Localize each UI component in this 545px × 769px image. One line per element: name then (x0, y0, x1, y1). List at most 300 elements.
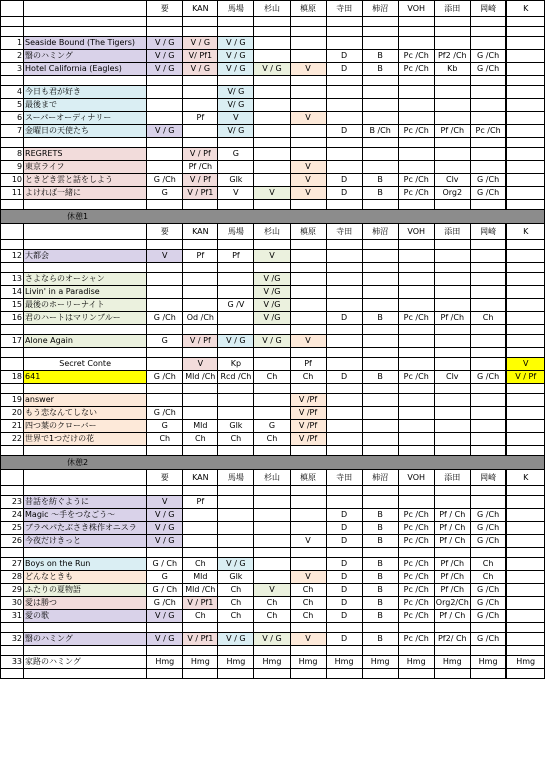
part-cell (434, 407, 470, 420)
part-cell: V /Pf (290, 407, 326, 420)
part-cell: B (362, 63, 398, 76)
song-number: 10 (1, 174, 24, 187)
part-cell: V / G (147, 125, 183, 138)
part-cell (362, 420, 398, 433)
empty-cell (24, 348, 147, 358)
song-title (24, 470, 147, 486)
part-cell (326, 299, 362, 312)
part-cell: V / G (147, 509, 183, 522)
empty-cell (254, 669, 290, 679)
song-number: 14 (1, 286, 24, 299)
song-number: 27 (1, 558, 24, 571)
member-header: 杉山 (254, 470, 290, 486)
part-cell: G /Ch (470, 584, 506, 597)
song-row (1, 63, 545, 76)
part-cell (506, 509, 544, 522)
part-cell: G (218, 148, 254, 161)
part-cell (147, 148, 183, 161)
part-cell: Pc /Ch (398, 584, 434, 597)
empty-cell (1, 27, 24, 37)
part-cell: V (218, 187, 254, 200)
part-cell (470, 433, 506, 446)
part-cell (254, 535, 290, 548)
part-cell (290, 273, 326, 286)
empty-cell (470, 240, 506, 250)
part-cell: Pf (183, 496, 218, 509)
part-cell: Org2/Ch (434, 597, 470, 610)
break-label: 休憩2 (1, 456, 545, 470)
spacer-row (1, 646, 545, 656)
empty-cell (218, 263, 254, 273)
part-cell: V / Pf (183, 174, 218, 187)
song-row (1, 250, 545, 263)
part-cell (183, 509, 218, 522)
part-cell (434, 358, 470, 371)
song-title: Seaside Bound (The Tigers) (24, 37, 147, 50)
part-cell: Pc /Ch (398, 63, 434, 76)
part-cell: G (147, 187, 183, 200)
part-cell (362, 273, 398, 286)
empty-cell (398, 325, 434, 335)
song-row (1, 558, 545, 571)
spacer-row (1, 138, 545, 148)
empty-cell (1, 669, 24, 679)
empty-cell (506, 646, 544, 656)
empty-cell (362, 669, 398, 679)
empty-cell (290, 548, 326, 558)
song-title: 東京ライフ (24, 161, 147, 174)
song-title: 最後のホーリーナイト (24, 299, 147, 312)
part-cell (506, 633, 544, 646)
part-cell (398, 358, 434, 371)
empty-cell (506, 623, 544, 633)
member-header: 馬場 (218, 1, 254, 17)
part-cell (326, 250, 362, 263)
part-cell (398, 407, 434, 420)
empty-cell (24, 27, 147, 37)
empty-cell (398, 263, 434, 273)
part-cell (326, 99, 362, 112)
part-cell (362, 112, 398, 125)
empty-cell (183, 240, 218, 250)
part-cell (254, 509, 290, 522)
part-cell (147, 394, 183, 407)
empty-cell (398, 548, 434, 558)
part-cell (398, 86, 434, 99)
part-cell: Pf (290, 358, 326, 371)
column-header-row (1, 224, 545, 240)
empty-cell (470, 27, 506, 37)
empty-cell (398, 240, 434, 250)
part-cell: Ch (290, 610, 326, 623)
empty-cell (398, 200, 434, 210)
part-cell: Mld (183, 571, 218, 584)
part-cell (362, 496, 398, 509)
song-title: 大都会 (24, 250, 147, 263)
empty-cell (434, 263, 470, 273)
part-cell: V / G (147, 610, 183, 623)
song-title: 翳のハミング (24, 50, 147, 63)
empty-cell (434, 623, 470, 633)
part-cell: Pf (183, 250, 218, 263)
part-cell: V / G (147, 50, 183, 63)
song-title: 今夜だけきっと (24, 535, 147, 548)
part-cell: Rcd /Ch (218, 371, 254, 384)
song-number: 28 (1, 571, 24, 584)
empty-cell (24, 138, 147, 148)
part-cell (183, 535, 218, 548)
song-title: ブラペパたぶさき株作オニスラ (24, 522, 147, 535)
spacer-row (1, 240, 545, 250)
part-cell: V/ G (218, 99, 254, 112)
song-row (1, 496, 545, 509)
part-cell (506, 187, 544, 200)
part-cell (218, 273, 254, 286)
part-cell (398, 250, 434, 263)
part-cell (362, 433, 398, 446)
song-row (1, 509, 545, 522)
part-cell: V / G (218, 37, 254, 50)
part-cell (362, 286, 398, 299)
part-cell: V /Pf (290, 420, 326, 433)
empty-cell (24, 623, 147, 633)
part-cell (506, 571, 544, 584)
part-cell (362, 99, 398, 112)
part-cell: D (326, 584, 362, 597)
song-number: 1 (1, 37, 24, 50)
part-cell (506, 335, 544, 348)
song-number (1, 224, 24, 240)
part-cell (326, 433, 362, 446)
part-cell (398, 112, 434, 125)
empty-cell (254, 17, 290, 27)
part-cell (183, 299, 218, 312)
empty-cell (183, 263, 218, 273)
part-cell (470, 99, 506, 112)
part-cell: D (326, 558, 362, 571)
song-row (1, 535, 545, 548)
part-cell: Ch (290, 371, 326, 384)
empty-cell (24, 446, 147, 456)
part-cell (254, 407, 290, 420)
empty-cell (183, 27, 218, 37)
part-cell: Ch (470, 558, 506, 571)
song-row (1, 394, 545, 407)
empty-cell (434, 486, 470, 496)
part-cell: Pc /Ch (398, 50, 434, 63)
empty-cell (326, 27, 362, 37)
song-row (1, 161, 545, 174)
member-header: 杉山 (254, 224, 290, 240)
empty-cell (362, 348, 398, 358)
part-cell (434, 112, 470, 125)
part-cell (290, 312, 326, 325)
part-cell (398, 286, 434, 299)
part-cell: G /Ch (470, 610, 506, 623)
empty-cell (147, 263, 183, 273)
spacer-row (1, 348, 545, 358)
part-cell (254, 161, 290, 174)
empty-cell (362, 200, 398, 210)
empty-cell (254, 76, 290, 86)
part-cell (147, 86, 183, 99)
empty-cell (470, 646, 506, 656)
part-cell: G /Ch (147, 407, 183, 420)
part-cell: V (290, 187, 326, 200)
part-cell: G /Ch (147, 371, 183, 384)
part-cell (254, 86, 290, 99)
empty-cell (24, 548, 147, 558)
part-cell: V (218, 112, 254, 125)
part-cell (506, 420, 544, 433)
part-cell (362, 394, 398, 407)
empty-cell (24, 384, 147, 394)
part-cell: Ch (147, 433, 183, 446)
empty-cell (218, 240, 254, 250)
empty-cell (398, 486, 434, 496)
song-row (1, 286, 545, 299)
member-header: 岡崎 (470, 1, 506, 17)
part-cell: Ch (470, 571, 506, 584)
part-cell: Pf / Ch (434, 535, 470, 548)
part-cell: Hmg (290, 656, 326, 669)
part-cell: B (362, 535, 398, 548)
song-title: さよならのオーシャン (24, 273, 147, 286)
empty-cell (398, 669, 434, 679)
part-cell (470, 273, 506, 286)
song-title: Magic ～手をつなごう～ (24, 509, 147, 522)
song-row (1, 522, 545, 535)
empty-cell (470, 348, 506, 358)
empty-cell (362, 446, 398, 456)
part-cell: V/ G (218, 125, 254, 138)
part-cell (434, 99, 470, 112)
part-cell: Pc /Ch (398, 522, 434, 535)
part-cell (218, 286, 254, 299)
part-cell (254, 148, 290, 161)
part-cell: Ch (470, 312, 506, 325)
member-header: 岡崎 (470, 224, 506, 240)
empty-cell (434, 200, 470, 210)
part-cell: V (290, 535, 326, 548)
song-title: 翳のハミング (24, 633, 147, 646)
empty-cell (326, 263, 362, 273)
part-cell: G /Ch (470, 187, 506, 200)
member-header: 要 (147, 470, 183, 486)
song-title: 昔話を紡ぐように (24, 496, 147, 509)
empty-cell (24, 325, 147, 335)
part-cell: Pc /Ch (398, 125, 434, 138)
part-cell (470, 250, 506, 263)
empty-cell (1, 200, 24, 210)
part-cell: V /Pf (290, 394, 326, 407)
part-cell (254, 125, 290, 138)
song-title (24, 1, 147, 17)
song-title: 愛は勝つ (24, 597, 147, 610)
part-cell: G (254, 420, 290, 433)
song-title: answer (24, 394, 147, 407)
empty-cell (290, 200, 326, 210)
part-cell: Org2 (434, 187, 470, 200)
member-header: 杉山 (254, 1, 290, 17)
empty-cell (183, 486, 218, 496)
part-cell: Pf / Ch (434, 610, 470, 623)
empty-cell (147, 384, 183, 394)
part-cell (506, 250, 544, 263)
part-cell: V (290, 63, 326, 76)
spacer-row (1, 27, 545, 37)
part-cell (362, 335, 398, 348)
part-cell: V (147, 250, 183, 263)
empty-cell (218, 486, 254, 496)
empty-cell (1, 325, 24, 335)
song-title: よければ一緒に (24, 187, 147, 200)
part-cell: V /G (254, 273, 290, 286)
song-number: 30 (1, 597, 24, 610)
song-row (1, 407, 545, 420)
spacer-row (1, 384, 545, 394)
part-cell: V/ Pf1 (183, 50, 218, 63)
song-title: 家路のハミング (24, 656, 147, 669)
part-cell (290, 99, 326, 112)
part-cell: Pc /Ch (398, 610, 434, 623)
empty-cell (1, 384, 24, 394)
part-cell: Ch (183, 558, 218, 571)
part-cell (506, 273, 544, 286)
empty-cell (434, 240, 470, 250)
part-cell: G /Ch (470, 50, 506, 63)
part-cell (326, 273, 362, 286)
part-cell (218, 161, 254, 174)
song-row (1, 148, 545, 161)
empty-cell (362, 76, 398, 86)
song-title: 641 (24, 371, 147, 384)
empty-cell (1, 76, 24, 86)
empty-cell (326, 17, 362, 27)
part-cell: Ch (218, 433, 254, 446)
part-cell: G /Ch (470, 522, 506, 535)
member-header: 添田 (434, 1, 470, 17)
empty-cell (24, 669, 147, 679)
part-cell (254, 571, 290, 584)
song-number: 6 (1, 112, 24, 125)
empty-cell (147, 348, 183, 358)
part-cell: Ch (218, 610, 254, 623)
empty-cell (147, 646, 183, 656)
part-cell (254, 394, 290, 407)
empty-cell (398, 348, 434, 358)
song-number: 31 (1, 610, 24, 623)
part-cell (183, 86, 218, 99)
part-cell (398, 273, 434, 286)
empty-cell (326, 486, 362, 496)
part-cell (506, 496, 544, 509)
empty-cell (506, 325, 544, 335)
member-header: KAN (183, 224, 218, 240)
part-cell (506, 558, 544, 571)
part-cell (470, 148, 506, 161)
part-cell: Pc /Ch (398, 558, 434, 571)
empty-cell (326, 384, 362, 394)
song-number: 23 (1, 496, 24, 509)
song-title: Boys on the Run (24, 558, 147, 571)
empty-cell (290, 384, 326, 394)
part-cell (254, 99, 290, 112)
part-cell: Mld /Ch (183, 371, 218, 384)
part-cell: V (147, 496, 183, 509)
part-cell: V (290, 174, 326, 187)
empty-cell (147, 27, 183, 37)
part-cell (506, 610, 544, 623)
part-cell (183, 99, 218, 112)
part-cell (147, 299, 183, 312)
part-cell: B (362, 50, 398, 63)
part-cell (398, 37, 434, 50)
empty-cell (147, 200, 183, 210)
empty-cell (470, 17, 506, 27)
empty-cell (434, 27, 470, 37)
empty-cell (254, 384, 290, 394)
part-cell (470, 358, 506, 371)
song-title: 四つ葉のクローバー (24, 420, 147, 433)
break-band (1, 210, 545, 224)
part-cell: Hmg (398, 656, 434, 669)
part-cell: V /G (254, 299, 290, 312)
member-header: 要 (147, 1, 183, 17)
song-number: 8 (1, 148, 24, 161)
part-cell (434, 286, 470, 299)
empty-cell (1, 646, 24, 656)
spacer-row (1, 669, 545, 679)
part-cell (506, 312, 544, 325)
part-cell: D (326, 125, 362, 138)
empty-cell (470, 325, 506, 335)
empty-cell (434, 348, 470, 358)
empty-cell (362, 325, 398, 335)
part-cell (183, 407, 218, 420)
part-cell: D (326, 63, 362, 76)
part-cell: V / G (218, 63, 254, 76)
empty-cell (254, 240, 290, 250)
part-cell: Pc /Ch (398, 174, 434, 187)
empty-cell (290, 348, 326, 358)
song-row (1, 633, 545, 646)
empty-cell (434, 548, 470, 558)
part-cell: V/ G (218, 86, 254, 99)
part-cell (326, 358, 362, 371)
empty-cell (183, 17, 218, 27)
song-row (1, 299, 545, 312)
part-cell (326, 37, 362, 50)
part-cell: V /G (254, 312, 290, 325)
part-cell: B (362, 174, 398, 187)
part-cell: B (362, 187, 398, 200)
part-cell (290, 286, 326, 299)
empty-cell (398, 623, 434, 633)
part-cell (434, 161, 470, 174)
empty-cell (254, 348, 290, 358)
part-cell: Kp (218, 358, 254, 371)
part-cell: B (362, 522, 398, 535)
empty-cell (434, 325, 470, 335)
empty-cell (147, 623, 183, 633)
empty-cell (434, 384, 470, 394)
member-header: 要 (147, 224, 183, 240)
part-cell: D (326, 371, 362, 384)
song-title: スーパーオーディナリー (24, 112, 147, 125)
empty-cell (506, 348, 544, 358)
song-row (1, 50, 545, 63)
